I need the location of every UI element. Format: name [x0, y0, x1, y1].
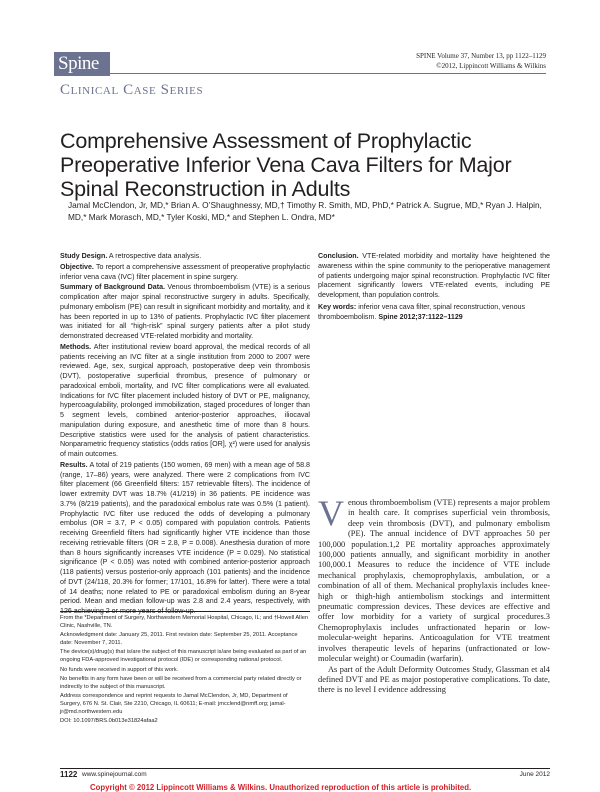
copyright-notice: Copyright © 2012 Lippincott Williams & Wilkins. Unauthorized reproduction of this article is prohibited.	[90, 783, 472, 792]
footer-rule	[60, 768, 550, 769]
section-label: Clinical Case Series	[60, 82, 204, 98]
journal-volume: SPINE Volume 37, Number 13, pp 1122–1129	[416, 52, 546, 60]
drop-cap: V	[318, 493, 344, 533]
journal-logo: Spine	[54, 52, 110, 76]
results-label: Results.	[60, 460, 88, 469]
abstract-methods	[60, 343, 310, 460]
methods-text: After institutional review board approval, the medical records of all patients receiving an IVC filter at a single institution from 2000 to 2007 were reviewed. Age, sex, surgical approach, postoperative deep vein thrombosis (DVT), postoperative superficial thrombus, presence of pulmonary or paradoxical emboli, mortality, and IVC filter complications were all evaluated. Indications for IVC filter placement included history of DVT or PE, malignancy, hypercoagulability, prolonged immobilization, staged procedures of longer than 5 segment levels, combined anterior-posterior approaches, iliocaval manipulation during exposure, and anesthetic time of more than 8 hours. Descriptive statistics were used for the analysis of patient characteristics. Nonparametric frequency statistics (odds ratios [OR], χ²) were used for analysis of main outcomes.	[60, 342, 310, 458]
journal-website[interactable]: www.spinejournal.com	[82, 771, 147, 778]
keywords-text: inferior vena cava filter, spinal reconstruction, venous thromboembolism.	[318, 302, 526, 321]
study-design-label: Study Design.	[60, 252, 108, 260]
footnote-funds: No funds were received in support of this work.	[60, 666, 179, 673]
page-number: 1122	[60, 770, 78, 779]
background-label: Summary of Background Data.	[60, 283, 165, 292]
journal-copyright: ©2012, Lippincott Williams & Wilkins	[436, 62, 546, 70]
author-list: Jamal McClendon, Jr, MD,* Brian A. O’Shaughnessy, MD,† Timothy R. Smith, MD, PhD,* Patrick A. Sugrue, MD,* Ryan J. Halpin, MD,* Mark Morasch, MD,* Tyler Koski, MD,* and Stephen L. Ondra, MD*	[68, 200, 542, 222]
header-rule	[110, 73, 546, 74]
keywords-label: Key words:	[318, 302, 357, 311]
footnotes	[60, 611, 310, 728]
abstract-left-column	[60, 252, 310, 618]
footnote-affiliation: From the *Department of Surgery, Northwestern Memorial Hospital, Chicago, IL; and †Howell Allen Clinic, Nashville, TN.	[60, 615, 309, 629]
methods-label: Methods.	[60, 342, 92, 351]
objective-text: To report a comprehensive assessment of preoperative prophylactic inferior vena cava (IVC) filter placement in spine surgery.	[60, 262, 311, 281]
footnote-dates: Acknowledgment date: January 25, 2011. First revision date: September 25, 2011. Acceptance date: November 7, 2011.	[60, 632, 298, 646]
footnote-correspondence: Address correspondence and reprint requests to Jamal McClendon, Jr, MD, Department of Surgery, 676 N. St. Clair, Ste 2210, Chicago, IL 60611; E-mail: jmcclend@nmff.org; jamal-jr@md.northwestern.edu	[60, 693, 288, 715]
body-text	[318, 493, 550, 696]
objective-label: Objective.	[60, 262, 94, 271]
abstract-results	[60, 461, 310, 617]
footnote-doi: DOI: 10.1097/BRS.0b013e31824afaa2	[60, 718, 158, 725]
footnote-benefits: No benefits in any form have been or will be received from a commercial party related directly or indirectly to the subject of this manuscript.	[60, 676, 302, 690]
conclusion-label: Conclusion.	[318, 252, 359, 260]
abstract-background	[60, 283, 310, 342]
journal-info	[416, 51, 546, 71]
issue-date: June 2012	[519, 771, 550, 778]
abstract-conclusion	[318, 252, 550, 301]
body-paragraph-2: As part of the Adult Deformity Outcomes Study, Glassman et al4 defined DVT and PE as major postoperative complications. To date, there is no level I evidence addressing	[318, 664, 550, 695]
results-text: A total of 219 patients (150 women, 69 men) with a mean age of 58.8 (range, 17–86) years, were analyzed. There were 2 complications from IVC filter placement (66 Greenfield filters: 157 retrievable filters). The incidence of lower extremity DVT was 18.7% (41/219) in 36 patients. PE incidence was 3.7% (8/219 patients), and the paradoxical embolus rate was 0.5% (1 patient). Prophylactic IVC filter use reduced the odds of developing a pulmonary embolus (OR = 3.7, P < 0.05) compared with population controls. Patients receiving Greenfield filters had significantly higher VTE incidence than those receiving retrievable filters (OR = 2.8, P = 0.008). Anesthesia duration of more than 8 hours significantly increases VTE incidence (P = 0.029). No statistical significance (P < 0.05) was noted with combined anterior-posterior approach (118 patients) versus posterior-only approach (101 patients) and the incidence of DVT (24/118, 20.3% for former; 17/101, 16.8% for latter). There were a total of 14 deaths; none related to PE or paradoxical embolism during an 8-year period. Mean and median follow-up was 2.8 and 2.4 years, respectively, with 126 achieving 2 or more years of follow-up.	[60, 460, 310, 615]
body-paragraph-1-text: enous thromboembolism (VTE) represents a major problem in health care. It comprises superficial vein thrombosis, deep vein thrombosis (DVT), and pulmonary embolism (PE). The annual incidence of DVT approaches 50 per 100,000 population.1,2 PE mortality approaches approximately 100,000 patients annually, and significant morbidity in another 100,000.1 Measures to reduce the incidence of VTE include mechanical prophylaxis, chemoprophylaxis, ambulation, or a combination of all of them. Mechanical prophylaxis includes knee-high or thigh-high antiembolism stockings and intermittent pneumatic compression devices. These devices are effective and offer low morbidity for a variety of surgical procedures.3 Chemoprophylaxis includes unfractionated heparin or low-molecular-weight heparins. Anticoagulation for VTE treatment involves therapeutic levels of heparins (unfractionated or low-molecular weight) or Coumadin (warfarin).	[318, 498, 550, 664]
article-title: Comprehensive Assessment of Prophylactic Preoperative Inferior Vena Cava Filters for Major Spinal Reconstruction in Adults	[60, 129, 512, 201]
body-paragraph-1	[318, 493, 550, 665]
abstract-objective	[60, 263, 310, 283]
keywords	[318, 303, 550, 323]
background-text: Venous thromboembolism (VTE) is a serious complication after major spinal reconstructive surgery in adults. Specifically, pulmonary embolism (PE) can result in significant morbidity and mortality, and it has been reported in up to 13% of patients. Prophylactic IVC filter placement was initiated for all “high-risk” spinal surgery patients after a pilot study demonstrated decreased VTE-related morbidity and mortality.	[60, 283, 310, 340]
abstract-study-design	[60, 252, 310, 262]
conclusion-text: VTE-related morbidity and mortality have heightened the awareness within the spine community to the perioperative management of patients undergoing major spinal reconstruction. Prophylactic IVC filter placement significantly lowers VTE-related events, including PE development, than population controls.	[318, 252, 550, 299]
footnote-device: The device(s)/drug(s) that is/are the subject of this manuscript is/are being evaluated as part of an ongoing FDA-approved investigational protocol (IDE) or corresponding national protocol.	[60, 649, 307, 663]
study-design-text: A retrospective data analysis.	[108, 252, 202, 260]
citation: Spine 2012;37:1122–1129	[378, 312, 463, 321]
abstract-right-column	[318, 252, 550, 322]
